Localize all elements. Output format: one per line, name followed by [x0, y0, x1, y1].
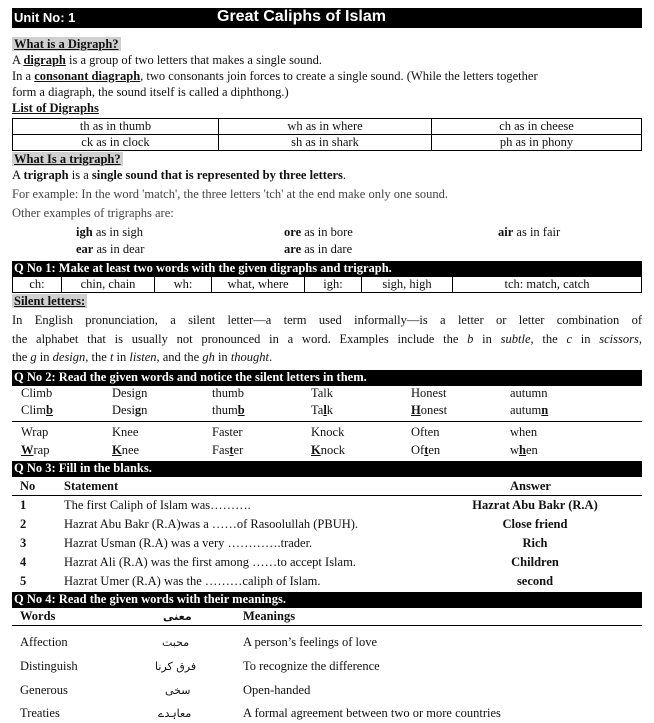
- word-silent: [411, 403, 447, 418]
- vocab-meaning: A formal agreement between two or more countries: [243, 706, 501, 720]
- text: A: [12, 53, 24, 67]
- consonant-digraph-line: [12, 69, 642, 84]
- word-silent: [21, 403, 53, 418]
- text: subtle: [500, 332, 531, 346]
- table-cell: ph as in phony: [432, 135, 642, 151]
- text: in: [113, 350, 130, 364]
- text: g: [134, 403, 142, 417]
- silent-paragraph-line-2: [12, 332, 642, 347]
- text: k: [326, 403, 334, 417]
- text: n: [541, 403, 549, 417]
- word-silent: [212, 403, 245, 418]
- table-cell: chin, chain: [62, 277, 155, 293]
- text: rap: [33, 443, 50, 457]
- column-header-urdu: معنی: [163, 610, 192, 623]
- text: onest: [420, 403, 448, 417]
- text: .: [342, 168, 347, 182]
- text: the: [12, 350, 31, 364]
- text: as in sigh: [92, 225, 144, 239]
- text: , two consonants join forces to create a single sound. (While the letters together: [140, 69, 538, 83]
- digraph-list-table: [12, 118, 642, 151]
- word: Knee: [112, 425, 139, 439]
- digraph-heading-line: [12, 37, 642, 52]
- statement: Hazrat Umer (R.A) was the ………caliph of Islam.: [64, 574, 321, 588]
- q1-heading: Q No 1: Make at least two words with the given digraphs and trigraph.: [12, 261, 642, 277]
- word-silent: [21, 443, 49, 458]
- q1-table: [12, 277, 642, 293]
- silent-paragraph-line-3: [12, 350, 642, 365]
- vocab-meaning: A person’s feelings of love: [243, 635, 378, 649]
- text: as in dear: [93, 242, 145, 256]
- table-cell: ch as in cheese: [432, 119, 642, 135]
- text: b: [237, 403, 245, 417]
- q3-heading: Q No 3: Fill in the blanks.: [12, 461, 642, 477]
- table-cell: th as in thumb: [13, 119, 219, 135]
- text: is a: [68, 168, 92, 182]
- trigraph-item: [284, 242, 352, 257]
- header-bar: [12, 8, 642, 28]
- vocab-word: Generous: [20, 683, 68, 697]
- answer: Children: [511, 555, 559, 569]
- text: scissors: [599, 332, 639, 346]
- word: autumn: [510, 386, 548, 400]
- text: the alphabet that is usually not pronounced in a word. Examples include the: [12, 332, 468, 346]
- word: Wrap: [21, 425, 49, 439]
- statement: Hazrat Ali (R.A) was the first among ……to accept Islam.: [64, 555, 356, 569]
- text: as in bore: [301, 225, 353, 239]
- silent-heading: Silent letters:: [14, 294, 86, 308]
- trigraph-heading-line: [12, 152, 642, 167]
- word: Honest: [411, 386, 447, 400]
- trigraph-heading: What Is a trigraph?: [14, 152, 121, 166]
- text: autum: [510, 403, 542, 417]
- digraph-term: digraph: [23, 53, 66, 67]
- text: air: [498, 225, 514, 239]
- text: en: [525, 443, 538, 457]
- divider: [12, 625, 642, 626]
- text: c: [566, 332, 573, 346]
- text: W: [21, 443, 34, 457]
- trigraph-item: [76, 242, 144, 257]
- text: ,: [638, 332, 642, 346]
- column-header-meanings: Meanings: [243, 609, 296, 623]
- trigraph-definition: [12, 168, 642, 183]
- table-cell: wh as in where: [219, 119, 432, 135]
- text: er: [233, 443, 244, 457]
- text: Ta: [311, 403, 324, 417]
- silent-heading-line: [12, 294, 642, 309]
- statement: Hazrat Abu Bakr (R.A)was a ……of Rasoolullah (PBUH).: [64, 517, 359, 531]
- text: n: [141, 403, 148, 417]
- column-header-answer: Answer: [510, 479, 551, 493]
- row-number: 4: [20, 555, 27, 569]
- text: single sound that is represented by three letters: [91, 168, 343, 182]
- vocab-meaning: To recognize the difference: [243, 659, 380, 673]
- vocab-urdu: فرق کرنا: [155, 660, 197, 673]
- vocab-urdu: سخی: [165, 684, 191, 697]
- text: Fas: [212, 443, 230, 457]
- text: .: [269, 350, 273, 364]
- table-cell: ch:: [13, 277, 62, 293]
- row-number: 2: [20, 517, 27, 531]
- table-row: [13, 135, 642, 151]
- table-row: [13, 277, 642, 293]
- text: as in fair: [513, 225, 561, 239]
- text: g: [30, 350, 37, 364]
- vocab-urdu: معاہدے: [158, 707, 192, 720]
- text: in: [214, 350, 231, 364]
- text: ear: [76, 242, 94, 256]
- unit-number: Unit No: 1: [14, 10, 76, 25]
- answer: Rich: [522, 536, 548, 550]
- text: K: [311, 443, 321, 457]
- text: is a group of two letters that makes a single sound.: [65, 53, 323, 67]
- text: w: [510, 443, 520, 457]
- column-header-statement: Statement: [64, 479, 119, 493]
- q4-heading: Q No 4: Read the given words with their meanings.: [12, 592, 642, 608]
- text: , the: [85, 350, 110, 364]
- text: K: [112, 443, 122, 457]
- text: ore: [284, 225, 302, 239]
- vocab-word: Affection: [20, 635, 68, 649]
- table-row: [13, 119, 642, 135]
- trigraph-item: [498, 225, 560, 240]
- row-number: 3: [20, 536, 27, 550]
- text: thought: [230, 350, 270, 364]
- word: Talk: [311, 386, 334, 400]
- word: thumb: [212, 386, 244, 400]
- word-silent: [510, 443, 538, 458]
- text: t: [424, 443, 429, 457]
- statement: The first Caliph of Islam was……….: [64, 498, 251, 512]
- table-cell: what, where: [212, 277, 305, 293]
- column-header-no: No: [20, 479, 36, 493]
- statement: Hazrat Usman (R.A) was a very ………….trader.: [64, 536, 313, 550]
- text: Desi: [112, 403, 135, 417]
- word: Faster: [212, 425, 243, 439]
- row-number: 1: [20, 498, 27, 512]
- trigraph-item: [284, 225, 353, 240]
- word: when: [510, 425, 538, 439]
- page-title: Great Caliphs of Islam: [217, 8, 386, 25]
- word: Climb: [21, 386, 53, 400]
- text: in: [473, 332, 501, 346]
- text: Clim: [21, 403, 47, 417]
- text: h: [519, 443, 526, 457]
- text: nee: [121, 443, 140, 457]
- digraph-list-heading: List of Digraphs: [12, 101, 99, 115]
- digraph-definition: [12, 53, 642, 68]
- text: H: [411, 403, 421, 417]
- word-silent: [112, 403, 147, 418]
- table-cell: igh:: [305, 277, 362, 293]
- table-cell: tch: match, catch: [453, 277, 642, 293]
- trigraph-item: [76, 225, 143, 240]
- word: Often: [411, 425, 440, 439]
- text: A: [12, 168, 24, 182]
- digraph-heading: What is a Digraph?: [14, 37, 119, 51]
- answer: second: [516, 574, 554, 588]
- text: in: [36, 350, 53, 364]
- text: Of: [411, 443, 425, 457]
- text: b: [467, 332, 474, 346]
- vocab-urdu: محبت: [162, 636, 190, 649]
- consonant-digraph-line-2: form a diagraph, the sound itself is called a diphthong.): [12, 85, 289, 99]
- word-silent: [112, 443, 139, 458]
- text: as in dare: [301, 242, 353, 256]
- text: igh: [76, 225, 93, 239]
- text: gh: [202, 350, 215, 364]
- answer: Hazrat Abu Bakr (R.A): [472, 498, 598, 512]
- text: en: [428, 443, 441, 457]
- text: In a: [12, 69, 35, 83]
- word: Knock: [311, 425, 345, 439]
- divider: [12, 421, 642, 422]
- word-silent: [510, 403, 548, 418]
- word-silent: [212, 443, 243, 458]
- text: l: [323, 403, 327, 417]
- text: listen: [129, 350, 157, 364]
- text: thum: [212, 403, 238, 417]
- answer: Close friend: [502, 517, 568, 531]
- trigraph-term: trigraph: [23, 168, 69, 182]
- text: in: [572, 332, 600, 346]
- text: t: [109, 350, 114, 364]
- vocab-word: Treaties: [20, 706, 60, 720]
- word: Design: [112, 386, 148, 400]
- word-silent: [311, 443, 345, 458]
- word-silent: [411, 443, 440, 458]
- vocab-word: Distinguish: [20, 659, 78, 673]
- text: are: [284, 242, 302, 256]
- trigraph-example: For example: In the word 'match', the three letters 'tch' at the end make only one sound.: [12, 187, 448, 201]
- consonant-digraph-term: consonant diagraph: [34, 69, 141, 83]
- row-number: 5: [20, 574, 27, 588]
- divider: [12, 495, 642, 496]
- trigraph-others: Other examples of trigraphs are:: [12, 206, 174, 220]
- table-cell: wh:: [155, 277, 212, 293]
- text: design: [52, 350, 86, 364]
- text: , and the: [156, 350, 203, 364]
- table-cell: sh as in shark: [219, 135, 432, 151]
- table-cell: ck as in clock: [13, 135, 219, 151]
- q2-heading: Q No 2: Read the given words and notice the silent letters in them.: [12, 370, 642, 386]
- silent-paragraph-line-1: In English pronunciation, a silent letter—a term used informally—is a letter or letter combination of: [12, 313, 642, 327]
- column-header-words: Words: [20, 609, 56, 623]
- vocab-meaning: Open-handed: [243, 683, 311, 697]
- text: b: [46, 403, 53, 417]
- text: nock: [320, 443, 346, 457]
- table-cell: sigh, high: [362, 277, 453, 293]
- text: , the: [530, 332, 567, 346]
- text: t: [229, 443, 234, 457]
- word-silent: [311, 403, 333, 418]
